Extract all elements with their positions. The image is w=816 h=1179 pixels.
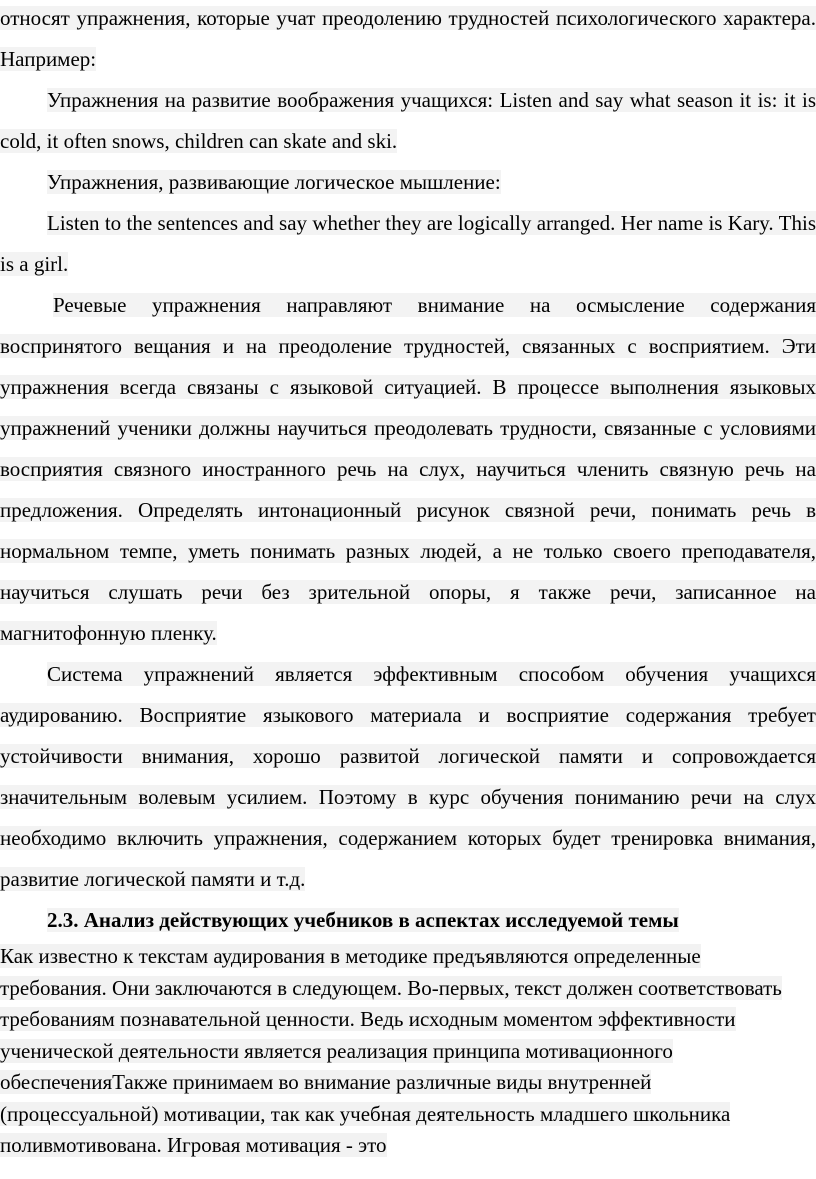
paragraph-logic-label-text: Упражнения, развивающие логическое мышление:	[47, 170, 501, 194]
paragraph-exercise-system	[0, 654, 816, 900]
paragraph-logic-label	[0, 162, 816, 203]
paragraph-logic-task	[0, 203, 816, 285]
section-heading-text: 2.3. Анализ действующих учебников в аспектах исследуемой темы	[47, 908, 679, 932]
paragraph-imagination-text: Упражнения на развитие воображения учащихся: Listen and say what season it is: it is cold, it often snows, children can skate and ski.	[0, 88, 816, 153]
paragraph-system-text: Система упражнений является эффективным способом обучения учащихся аудированию. Восприятие языкового материала и восприятие содержания требует устойчивости внимания, хорошо развитой логической памяти и сопровождается значительным волевым усилием. Поэтому в курс обучения пониманию речи на слух необходимо включить упражнения, содержанием которых будет тренировка внимания, развитие логической памяти и т.д.	[0, 662, 816, 891]
paragraph-speech-exercises	[0, 285, 816, 654]
paragraph-intro-text: относят упражнения, которые учат преодолению трудностей психологического характера. Например:	[0, 6, 816, 71]
paragraph-intro	[0, 0, 816, 80]
paragraph-listening-texts	[0, 941, 816, 1162]
paragraph-imagination-exercise	[0, 80, 816, 162]
paragraph-logic-task-text: Listen to the sentences and say whether they are logically arranged. Her name is Kary. This is a girl.	[0, 211, 816, 276]
section-heading	[0, 900, 816, 941]
paragraph-speech-text: Речевые упражнения направляют внимание на осмысление содержания воспринятого вещания и на преодоление трудностей, связанных с восприятием. Эти упражнения всегда связаны с языковой ситуацией. В процессе выполнения языковых упражнений ученики должны научиться преодолевать трудности, связанные с условиями восприятия связного иностранного речь на слух, научиться членить связную речь на предложения. Определять интонационный рисунок связной речи, понимать речь в нормальном темпе, уметь понимать разных людей, а не только своего преподавателя, научиться слушать речи без зрительной опоры, я также речи, записанное на магнитофонную пленку.	[0, 293, 816, 645]
paragraph-listening-text: Как известно к текстам аудирования в методике предъявляются определенные требования. Они заключаются в следующем. Во-первых, текст должен соответствовать требованиям познавательной ценности. Ведь исходным моментом эффективности ученической деятельности является реализация принципа мотивационного обеспеченияТакже принимаем во внимание различные виды внутренней (процессуальной) мотивации, так как учебная деятельность младшего школьника поливмотивована. Игровая мотивация - это	[0, 944, 782, 1157]
